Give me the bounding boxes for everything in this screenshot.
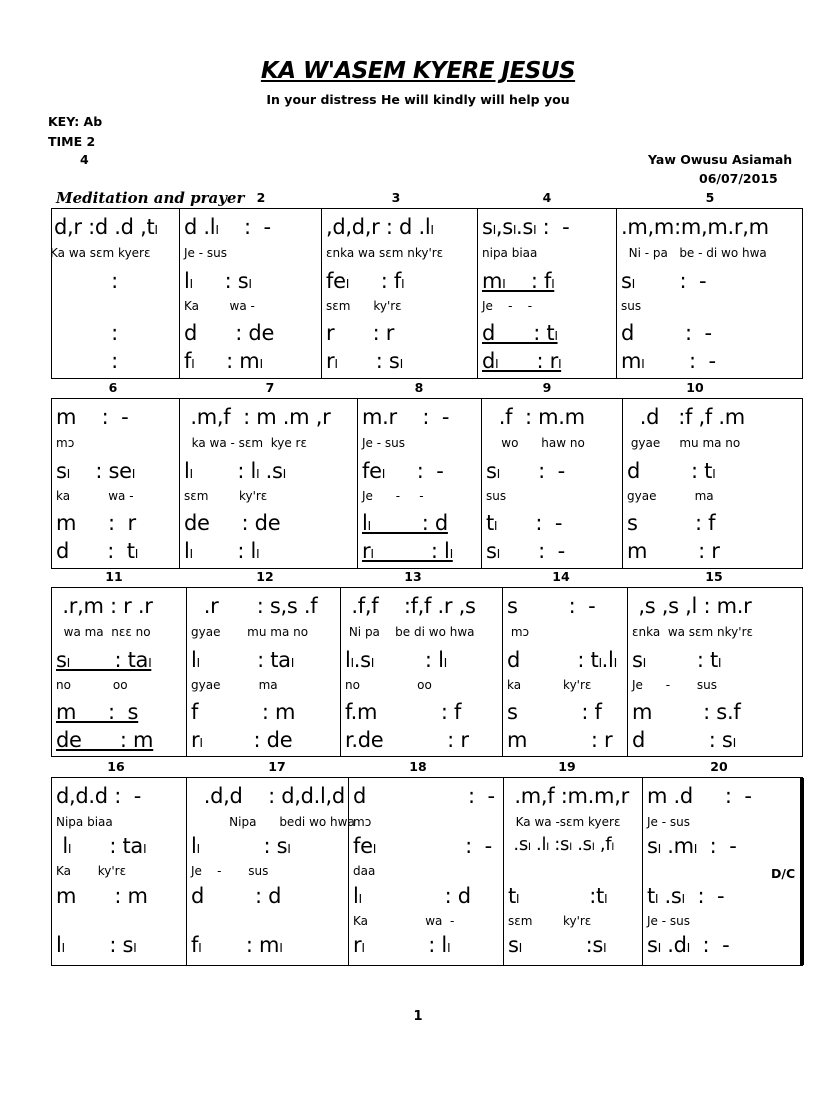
measure-10 <box>623 399 803 568</box>
key-label: KEY: Ab <box>48 114 103 129</box>
lyrics-lower: Ka wa - <box>184 299 255 313</box>
notes-alto: .sₗ .lₗ :sₗ .sₗ ,fₗ <box>508 834 614 855</box>
notes-bass: d : sₗ <box>632 728 736 752</box>
system-3 <box>51 587 803 757</box>
time-label: TIME 2 <box>48 134 96 149</box>
lyrics: Je - sus <box>184 246 227 260</box>
notes-alto: : <box>92 269 118 293</box>
notes-soprano: .r : s,s .f <box>191 594 318 618</box>
measure-20 <box>643 778 800 965</box>
measure-17 <box>187 778 355 965</box>
song-subtitle: In your distress He will kindly will help you <box>266 92 570 107</box>
notes-bass: rₗ : lₗ <box>353 933 451 957</box>
notes-alto: feₗ : - <box>353 834 492 858</box>
notes-soprano: d,d.d : - <box>56 784 142 808</box>
lyrics: wo haw no <box>486 436 585 450</box>
lyrics-lower: daa <box>353 864 376 878</box>
notes-tenor: m : s.f <box>632 700 741 724</box>
notes-soprano: .m,m:m,m.r,m <box>621 215 769 239</box>
measure-number: 14 <box>552 569 570 584</box>
measure-number: 16 <box>107 759 125 774</box>
notes-tenor: de : de <box>184 511 281 535</box>
lyrics-lower: Je - - <box>482 299 533 313</box>
measure-number: 4 <box>542 190 552 205</box>
lyrics-lower: no oo <box>56 678 128 692</box>
measure-15 <box>628 588 803 756</box>
notes-tenor: r : r <box>326 321 395 345</box>
time-denominator: 4 <box>80 152 89 167</box>
lyrics-lower: ka ky'rɛ <box>507 678 592 692</box>
notes-bass: lₗ : sₗ <box>56 933 137 957</box>
lyrics-lower: gyae ma <box>191 678 278 692</box>
lyrics: Je - sus <box>362 436 405 450</box>
measure-18 <box>349 778 503 965</box>
notes-bass: d : tₗ <box>56 539 138 563</box>
notes-bass: m : r <box>507 728 613 752</box>
composer: Yaw Owusu Asiamah <box>648 152 793 167</box>
measure-3 <box>322 209 477 378</box>
notes-soprano: d : - <box>353 784 495 808</box>
notes-bass: lₗ : lₗ <box>184 539 260 563</box>
notes-tenor: tₗ : - <box>486 511 563 535</box>
lyrics: ɛnka wa sɛm nky'rɛ <box>632 625 753 639</box>
lyrics: Ka wa sɛm kyerɛ <box>50 246 151 260</box>
measure-number: 18 <box>409 759 427 774</box>
notes-tenor: tₗ :tₗ <box>508 884 608 908</box>
notes-bass: dₗ : rₗ <box>482 349 562 373</box>
measure-8 <box>358 399 481 568</box>
notes-tenor: f : m <box>191 700 296 724</box>
measure-6 <box>52 399 179 568</box>
notes-soprano: .f,f :f,f .r ,s <box>345 594 476 618</box>
lyrics-lower: no oo <box>345 678 432 692</box>
notes-soprano: ,s ,s ,l : m.r <box>632 594 752 618</box>
notes-soprano: d .lₗ : - <box>184 215 271 239</box>
lyrics: mɔ <box>56 436 75 450</box>
measure-13 <box>341 588 502 756</box>
notes-alto: lₗ : sₗ <box>184 269 252 293</box>
notes-tenor: lₗ : d <box>362 511 448 535</box>
lyrics-lower: ka wa - <box>56 489 134 503</box>
notes-alto: sₗ : seₗ <box>56 459 135 483</box>
measure-19 <box>504 778 642 965</box>
notes-bass: sₗ .dₗ : - <box>647 933 730 957</box>
notes-alto: sₗ : tₗ <box>632 648 722 672</box>
notes-soprano: m .d : - <box>647 784 752 808</box>
notes-tenor: m : s <box>56 700 139 724</box>
notes-alto: d : tₗ.lₗ <box>507 648 617 672</box>
notes-bass: de : m <box>56 728 154 752</box>
notes-bass: r.de : r <box>345 728 469 752</box>
notes-soprano: sₗ,sₗ.sₗ : - <box>482 215 570 239</box>
lyrics: wa ma nɛɛ no <box>56 625 151 639</box>
notes-alto: lₗ : sₗ <box>191 834 291 858</box>
system-1 <box>51 208 803 379</box>
system-2 <box>51 398 803 569</box>
lyrics-lower: Je - sus <box>191 864 269 878</box>
lyrics: Nipa bedi wo hwa <box>191 815 355 829</box>
lyrics: Ni - pa be - di wo hwa <box>621 246 767 260</box>
measure-number: 19 <box>558 759 576 774</box>
measure-number: 13 <box>404 569 422 584</box>
notes-bass: rₗ : de <box>191 728 293 752</box>
measure-number: 20 <box>710 759 728 774</box>
lyrics: ɛnka wa sɛm nky'rɛ <box>326 246 444 260</box>
measure-number: 7 <box>265 380 275 395</box>
song-title: KA W'ASEM KYERE JESUS <box>260 58 576 84</box>
notes-tenor: d : - <box>621 321 712 345</box>
notes-alto: lₗ : lₗ .sₗ <box>184 459 286 483</box>
notes-bass: fₗ : mₗ <box>191 933 283 957</box>
notes-tenor: s : f <box>627 511 716 535</box>
measure-number: 6 <box>108 380 118 395</box>
lyrics: nipa biaa <box>482 246 538 260</box>
notes-alto: d : tₗ <box>627 459 716 483</box>
lyrics-lower: sus <box>486 489 507 503</box>
lyrics: Ka wa -sɛm kyerɛ <box>508 815 621 829</box>
notes-soprano: d,r :d .d ,tₗ <box>54 215 158 239</box>
notes-alto: feₗ : - <box>362 459 444 483</box>
measure-number: 3 <box>391 190 401 205</box>
section-heading: Meditation and prayer <box>56 189 245 207</box>
measure-9 <box>482 399 622 568</box>
notes-soprano: .d,d : d,d.l,d <box>191 784 345 808</box>
measure-number: 5 <box>705 190 715 205</box>
notes-bass: mₗ : - <box>621 349 716 373</box>
notes-bass: rₗ : lₗ <box>362 539 453 563</box>
notes-alto: feₗ : fₗ <box>326 269 405 293</box>
notes-soprano: .m,f : m .m ,r <box>184 405 331 429</box>
notes-bass: rₗ : sₗ <box>326 349 403 373</box>
notes-alto: lₗ.sₗ : lₗ <box>345 648 447 672</box>
measure-number: 17 <box>268 759 286 774</box>
measure-5 <box>617 209 803 378</box>
notes-soprano: .f : m.m <box>486 405 585 429</box>
measure-number: 2 <box>256 190 266 205</box>
notes-alto: lₗ : taₗ <box>191 648 294 672</box>
da-capo-marking: D/C <box>771 866 796 881</box>
lyrics: mɔ <box>507 625 530 639</box>
measure-number: 15 <box>705 569 723 584</box>
notes-tenor: d : de <box>184 321 275 345</box>
notes-soprano: ,d,d,r : d .lₗ <box>326 215 434 239</box>
lyrics: Nipa biaa <box>56 815 113 829</box>
notes-bass: sₗ : - <box>486 539 565 563</box>
notes-soprano: .r,m : r .r <box>56 594 153 618</box>
lyrics: mɔ <box>353 815 372 829</box>
notes-tenor: tₗ .sₗ : - <box>647 884 725 908</box>
notes-tenor: d : tₗ <box>482 321 558 345</box>
notes-alto: sₗ .mₗ : - <box>647 834 737 858</box>
system-4 <box>51 777 803 966</box>
notes-soprano: s : - <box>507 594 596 618</box>
measure-7 <box>180 399 357 568</box>
notes-tenor: d : d <box>191 884 282 908</box>
measure-1 <box>52 209 179 378</box>
notes-alto: sₗ : taₗ <box>56 648 152 672</box>
notes-tenor: lₗ : d <box>353 884 471 908</box>
notes-bass: : <box>92 349 118 373</box>
notes-tenor: m : m <box>56 884 148 908</box>
lyrics-lower: Je - sus <box>632 678 717 692</box>
lyrics-bottom: sɛm ky'rɛ <box>508 914 592 928</box>
notes-bass: sₗ :sₗ <box>508 933 607 957</box>
lyrics-lower: Je - - <box>362 489 424 503</box>
lyrics-lower: sɛm ky'rɛ <box>184 489 268 503</box>
notes-soprano: m : - <box>56 405 129 429</box>
page-number: 1 <box>413 1009 423 1024</box>
lyrics: Ni pa be di wo hwa <box>345 625 475 639</box>
lyrics-lower: sɛm ky'rɛ <box>326 299 402 313</box>
measure-12 <box>187 588 340 756</box>
lyrics: Je - sus <box>647 815 690 829</box>
measure-number: 9 <box>542 380 552 395</box>
notes-soprano: .d :f ,f .m <box>627 405 745 429</box>
notes-alto: lₗ : taₗ <box>56 834 147 858</box>
measure-2 <box>180 209 321 378</box>
measure-number: 8 <box>414 380 424 395</box>
notes-alto: mₗ : fₗ <box>482 269 555 293</box>
notes-tenor: m : r <box>56 511 136 535</box>
notes-tenor: : <box>92 321 118 345</box>
lyrics: ka wa - sɛm kye rɛ <box>184 436 307 450</box>
measure-14 <box>503 588 627 756</box>
notes-soprano: m.r : - <box>362 405 450 429</box>
measure-number: 10 <box>686 380 704 395</box>
lyrics: gyae mu ma no <box>191 625 309 639</box>
date: 06/07/2015 <box>699 171 778 186</box>
lyrics-lower: sus <box>621 299 642 313</box>
lyrics-bottom: Je - sus <box>647 914 690 928</box>
notes-bass: fₗ : mₗ <box>184 349 263 373</box>
measure-11 <box>52 588 186 756</box>
lyrics: gyae mu ma no <box>627 436 741 450</box>
lyrics-lower: Ka ky'rɛ <box>56 864 127 878</box>
lyrics-lower: gyae ma <box>627 489 714 503</box>
lyrics-bottom: Ka wa - <box>353 914 455 928</box>
measure-number: 12 <box>256 569 274 584</box>
notes-tenor: s : f <box>507 700 602 724</box>
notes-alto: sₗ : - <box>486 459 565 483</box>
notes-alto: sₗ : - <box>621 269 707 293</box>
notes-tenor: f.m : f <box>345 700 462 724</box>
measure-number: 11 <box>105 569 123 584</box>
measure-4 <box>478 209 616 378</box>
measure-16 <box>52 778 186 965</box>
notes-bass: m : r <box>627 539 720 563</box>
notes-soprano: .m,f :m.m,r <box>508 784 629 808</box>
